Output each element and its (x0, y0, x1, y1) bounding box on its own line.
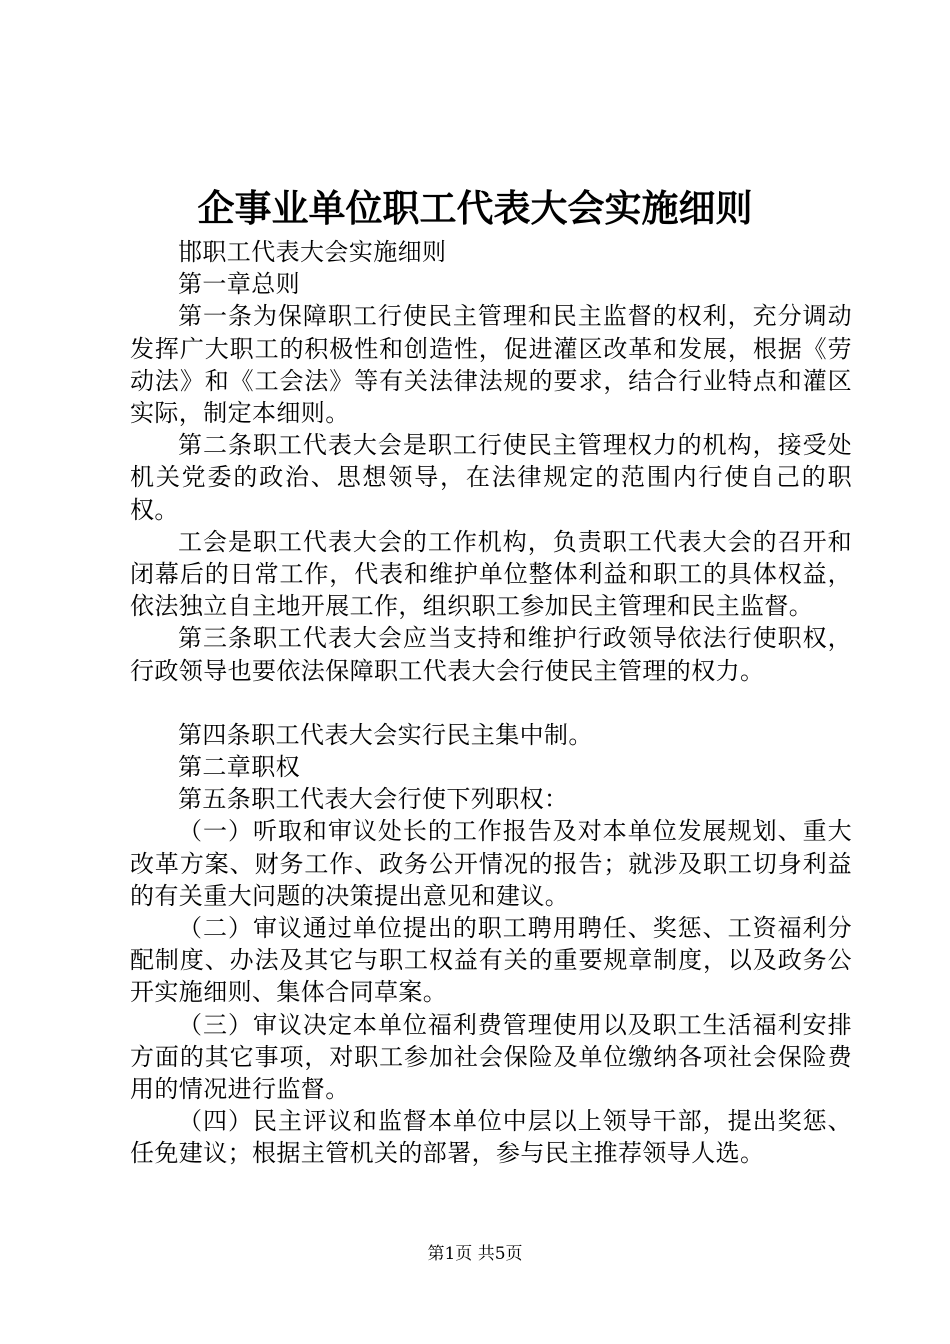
paragraph: 第四条职工代表大会实行民主集中制。 (178, 720, 593, 749)
list-item: （四）民主评议和监督本单位中层以上领导干部，提出奖惩、任免建议；根据主管机关的部署，参与民主推荐领导人选。 (130, 1107, 852, 1168)
paragraph: 工会是职工代表大会的工作机构，负责职工代表大会的召开和闭幕后的日常工作，代表和维护单位整体利益和职工的具体权益，依法独立自主地开展工作，组织职工参加民主管理和民主监督。 (130, 527, 852, 621)
chapter-heading: 第二章职权 (178, 753, 300, 782)
paragraph: 邯职工代表大会实施细则 (178, 238, 447, 266)
list-item: （二）审议通过单位提出的职工聘用聘任、奖惩、工资福利分配制度、办法及其它与职工权益有关的重要规章制度，以及政务公开实施细则、集体合同草案。 (130, 914, 852, 1007)
paragraph: 第三条职工代表大会应当支持和维护行政领导依法行使职权，行政领导也要依法保障职工代表大会行使民主管理的权力。 (130, 624, 852, 685)
chapter-heading: 第一章总则 (178, 270, 300, 299)
page-number: 第1页 共5页 (427, 1244, 523, 1264)
blank-line (130, 687, 852, 719)
document-body (130, 236, 852, 1170)
list-item: （三）审议决定本单位福利费管理使用以及职工生活福利安排方面的其它事项，对职工参加社会保险及单位缴纳各项社会保险费用的情况进行监督。 (130, 1010, 852, 1104)
paragraph: 第五条职工代表大会行使下列职权： (178, 785, 569, 814)
list-item: （一）听取和审议处长的工作报告及对本单位发展规划、重大改革方案、财务工作、政务公开情况的报告；就涉及职工切身利益的有关重大问题的决策提出意见和建议。 (130, 817, 852, 910)
paragraph: 第二条职工代表大会是职工行使民主管理权力的机构，接受处机关党委的政治、思想领导，在法律规定的范围内行使自己的职权。 (130, 431, 852, 524)
paragraph: 第一条为保障职工行使民主管理和民主监督的权利，充分调动发挥广大职工的积极性和创造性，促进灌区改革和发展，根据《劳动法》和《工会法》等有关法律法规的要求，结合行业特点和灌区实际，制定本细则。 (130, 302, 852, 428)
document-title: 企事业单位职工代表大会实施细则 (197, 186, 753, 230)
